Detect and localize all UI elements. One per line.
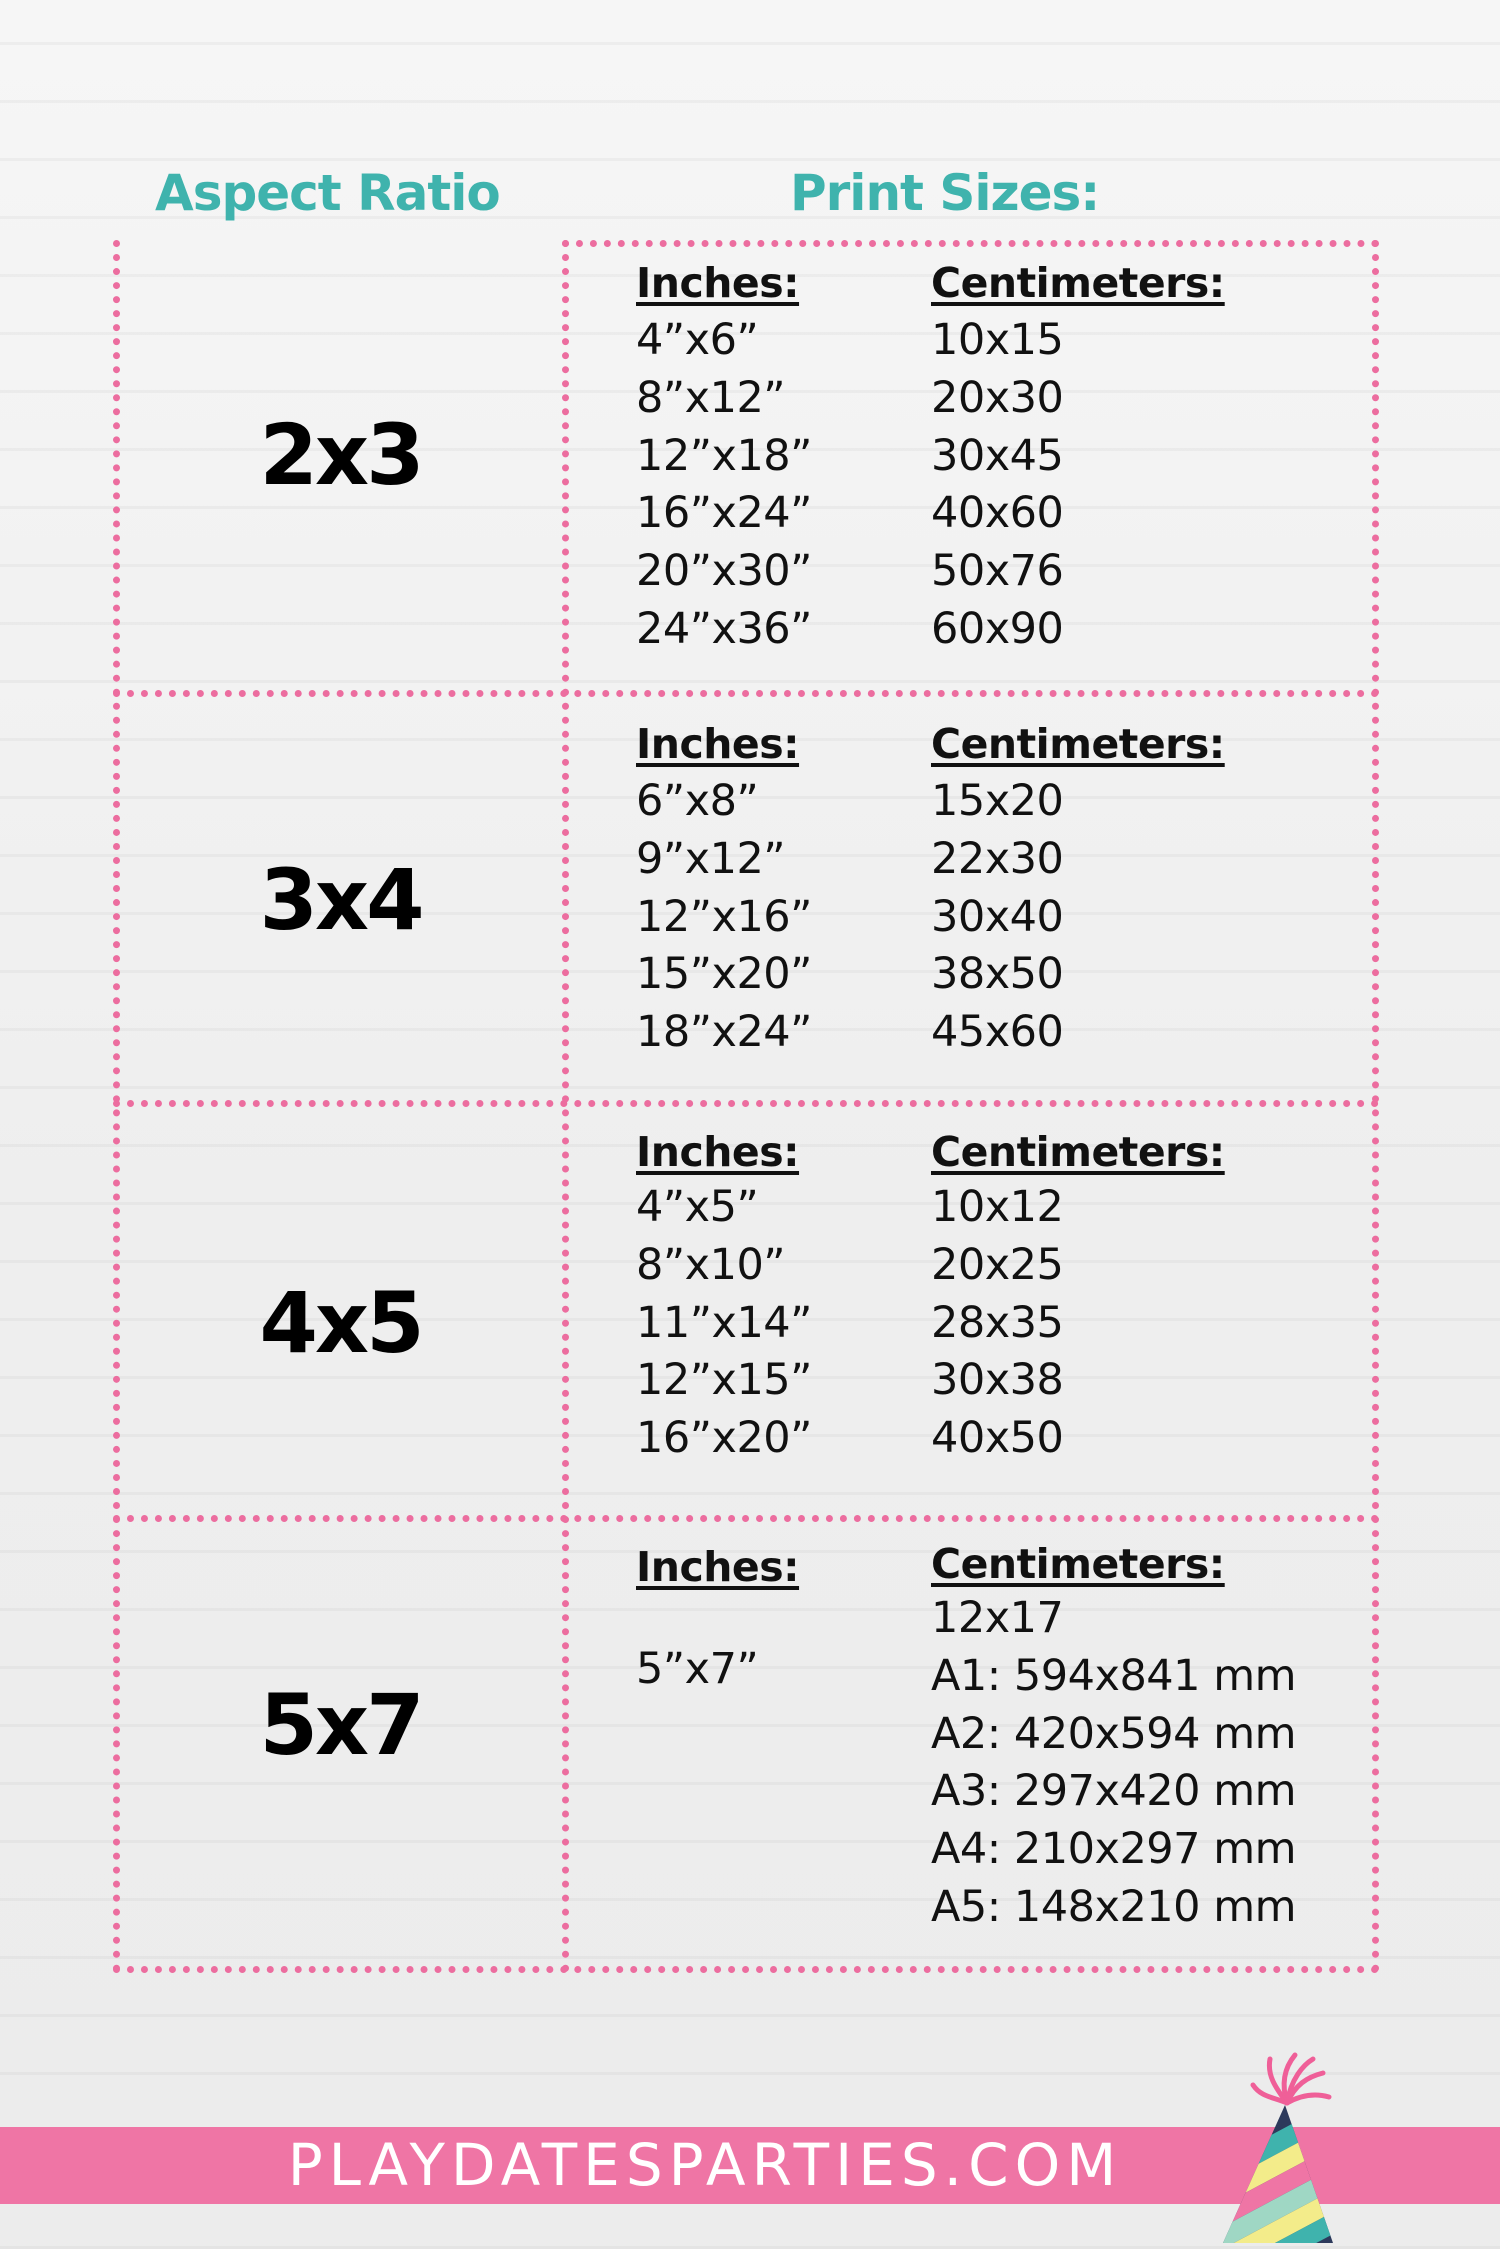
inch-size: 9”x12” (636, 833, 786, 884)
cm-size: A2: 420x594 mm (931, 1708, 1296, 1759)
inch-size: 24”x36” (636, 603, 812, 654)
inch-size: 18”x24” (636, 1007, 812, 1058)
cm-size: A1: 594x841 mm (931, 1650, 1296, 1701)
cm-size: 20x25 (931, 1239, 1064, 1290)
ratio-label: 5x7 (259, 1676, 422, 1774)
inches-heading: Inches: (636, 720, 800, 768)
ratio-row-5x7 (113, 1515, 1379, 1966)
cm-size: A5: 148x210 mm (931, 1881, 1296, 1932)
inches-column (636, 715, 812, 1062)
cm-size: A3: 297x420 mm (931, 1766, 1296, 1817)
cm-size: 20x30 (931, 372, 1064, 423)
cm-size: 50x76 (931, 546, 1064, 597)
size-table (113, 240, 1379, 1973)
cm-size: 22x30 (931, 833, 1064, 884)
inches-column (636, 1538, 799, 1699)
cm-size: 38x50 (931, 949, 1064, 1000)
centimeters-heading: Centimeters: (931, 720, 1225, 768)
table-border-bottom (113, 1966, 1379, 1973)
centimeters-column (931, 1538, 1296, 1937)
cm-size: 28x35 (931, 1297, 1064, 1348)
cm-size: 10x15 (931, 315, 1064, 365)
cm-size: A4: 210x297 mm (931, 1824, 1296, 1875)
inches-column (636, 1125, 812, 1468)
inch-size: 12”x15” (636, 1355, 812, 1406)
inches-column (636, 254, 812, 659)
party-hat-icon (1215, 2045, 1365, 2249)
ratio-row-4x5 (113, 1100, 1379, 1515)
ratio-label: 4x5 (259, 1274, 422, 1372)
inch-size: 8”x12” (636, 372, 786, 423)
inches-heading: Inches: (636, 1543, 800, 1591)
inch-size: 4”x5” (636, 1182, 759, 1232)
centimeters-column (931, 254, 1225, 659)
inch-size: 8”x10” (636, 1239, 786, 1290)
inch-size: 12”x18” (636, 430, 812, 481)
cm-size: 40x50 (931, 1413, 1064, 1464)
centimeters-column (931, 1125, 1225, 1468)
centimeters-heading: Centimeters: (931, 1128, 1225, 1176)
ratio-row-2x3 (113, 240, 1379, 690)
print-sizes-header: Print Sizes: (790, 164, 1100, 222)
ratio-label: 2x3 (259, 406, 422, 504)
ratio-label: 3x4 (259, 851, 422, 949)
cm-size: 10x12 (931, 1182, 1064, 1232)
inches-heading: Inches: (636, 259, 800, 307)
inch-size: 16”x20” (636, 1413, 812, 1464)
cm-size: 30x45 (931, 430, 1064, 481)
ratio-row-3x4 (113, 690, 1379, 1100)
aspect-ratio-header: Aspect Ratio (155, 164, 500, 222)
inch-size: 11”x14” (636, 1297, 812, 1348)
cm-size: 40x60 (931, 488, 1064, 539)
inch-size: 6”x8” (636, 776, 759, 826)
inches-heading: Inches: (636, 1128, 800, 1176)
centimeters-heading: Centimeters: (931, 1540, 1225, 1588)
inch-size: 12”x16” (636, 891, 812, 942)
site-url: PLAYDATESPARTIES.COM (287, 2131, 1123, 2199)
cm-size: 30x38 (931, 1355, 1064, 1406)
inch-size: 5”x7” (636, 1644, 759, 1694)
inch-size: 16”x24” (636, 488, 812, 539)
cm-size: 45x60 (931, 1007, 1064, 1058)
inch-size: 15”x20” (636, 949, 812, 1000)
centimeters-heading: Centimeters: (931, 259, 1225, 307)
cm-size: 60x90 (931, 603, 1064, 654)
inch-size: 20”x30” (636, 546, 812, 597)
cm-size: 30x40 (931, 891, 1064, 942)
cm-size: 15x20 (931, 776, 1064, 826)
cm-size: 12x17 (931, 1593, 1064, 1643)
inch-size: 4”x6” (636, 315, 759, 365)
centimeters-column (931, 715, 1225, 1062)
